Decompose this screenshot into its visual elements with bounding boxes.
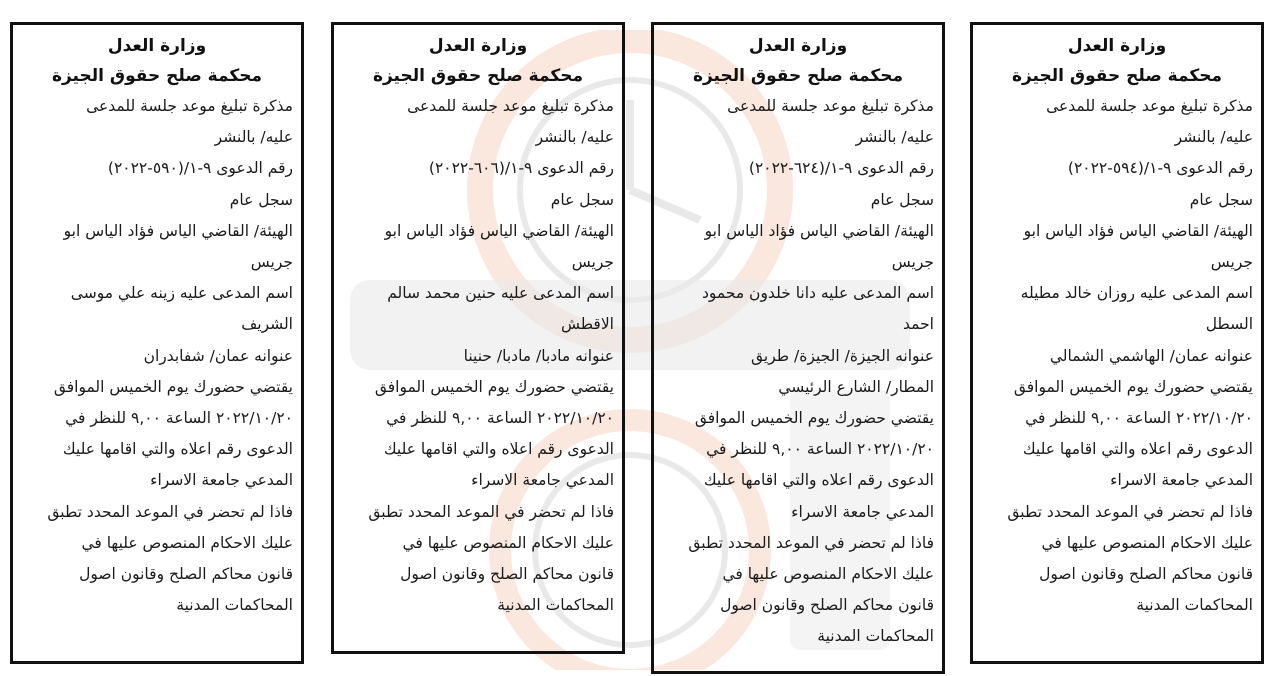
defendant-address: عنوانه مادبا/ مادبا/ حنينا <box>463 346 614 365</box>
case-number: رقم الدعوى ٩-١/(٥٩٤-٢٠٢٢) <box>1067 159 1253 178</box>
notice-line: الاقطش <box>560 315 614 334</box>
notice-line: مذكرة تبليغ موعد جلسة للمدعى <box>1046 97 1253 115</box>
defendant-address: عنوانه عمان/ الهاشمي الشمالي <box>1049 346 1253 365</box>
notice-line: فاذا لم تحضر في الموعد المحدد تطبق <box>368 502 614 521</box>
notice-card <box>331 22 625 654</box>
ministry-title: وزارة العدل <box>428 36 528 56</box>
defendant-address: عنوانه الجيزة/ الجيزة/ طريق <box>751 346 934 365</box>
notice-line: الدعوى رقم اعلاه والتي اقامها عليك <box>62 440 293 459</box>
notice-line: مذكرة تبليغ موعد جلسة للمدعى <box>727 97 934 115</box>
notice-line: قانون محاكم الصلح وقانون اصول <box>79 565 293 584</box>
case-number: رقم الدعوى ٩-١/(٦٢٤-٢٠٢٢) <box>748 159 934 178</box>
notice-line: السطل <box>1205 315 1253 334</box>
court-title: محكمة صلح حقوق الجيزة <box>51 66 263 86</box>
notice-line: جريس <box>571 253 614 272</box>
notice-line: المحاكمات المدنية <box>1136 596 1253 615</box>
hearing-datetime: ٢٠٢٢/١٠/٢٠ الساعة ٩,٠٠ للنظر في <box>386 409 614 428</box>
notice-line: الدعوى رقم اعلاه والتي اقامها عليك <box>703 471 934 490</box>
defendant-name: اسم المدعى عليه حنين محمد سالم <box>387 284 614 303</box>
notice-line: المحاكمات المدنية <box>497 596 614 615</box>
case-number: رقم الدعوى ٩-١/(٦٠٦-٢٠٢٢) <box>428 159 614 178</box>
notice-line: عليك الاحكام المنصوص عليها في <box>81 533 293 552</box>
notice-line: المدعي جامعة الاسراء <box>150 471 293 490</box>
notice-line: مذكرة تبليغ موعد جلسة للمدعى <box>86 97 293 115</box>
notice-line: عليك الاحكام المنصوص عليها في <box>1041 533 1253 552</box>
defendant-name: اسم المدعى عليه زينه علي موسى <box>70 284 293 303</box>
notice-line: مذكرة تبليغ موعد جلسة للمدعى <box>407 97 614 115</box>
notice-line: جريس <box>1210 253 1253 272</box>
notice-line: يقتضي حضورك يوم الخميس الموافق <box>694 409 934 428</box>
court-title: محكمة صلح حقوق الجيزة <box>372 66 584 86</box>
notice-line: احمد <box>903 315 934 334</box>
ministry-title: وزارة العدل <box>748 36 848 56</box>
hearing-datetime: ٢٠٢٢/١٠/٢٠ الساعة ٩,٠٠ للنظر في <box>65 409 293 428</box>
notice-line: فاذا لم تحضر في الموعد المحدد تطبق <box>688 533 934 552</box>
ministry-title: وزارة العدل <box>1067 36 1167 56</box>
notice-line: يقتضي حضورك يوم الخميس الموافق <box>374 377 614 396</box>
notice-line: سجل عام <box>870 190 934 209</box>
case-number: رقم الدعوى ٩-١/(٥٩٠-٢٠٢٢) <box>107 159 293 178</box>
notice-line: المحاكمات المدنية <box>176 596 293 615</box>
notice-line: عليه/ بالنشر <box>535 128 614 147</box>
court-title: محكمة صلح حقوق الجيزة <box>692 66 904 86</box>
notice-card <box>970 22 1264 664</box>
notice-line: الهيئة/ القاضي الياس فؤاد الياس ابو <box>1023 221 1253 240</box>
notice-line: سجل عام <box>550 190 614 209</box>
notice-line: الدعوى رقم اعلاه والتي اقامها عليك <box>1022 440 1253 459</box>
notice-line: الهيئة/ القاضي الياس فؤاد الياس ابو <box>384 221 614 240</box>
hearing-datetime: ٢٠٢٢/١٠/٢٠ الساعة ٩,٠٠ للنظر في <box>1025 409 1253 428</box>
court-title: محكمة صلح حقوق الجيزة <box>1011 66 1223 86</box>
notice-line: الدعوى رقم اعلاه والتي اقامها عليك <box>383 440 614 459</box>
notice-line: المدعي جامعة الاسراء <box>471 471 614 490</box>
notice-line: فاذا لم تحضر في الموعد المحدد تطبق <box>1007 502 1253 521</box>
notice-line: سجل عام <box>1189 190 1253 209</box>
notice-line: الهيئة/ القاضي الياس فؤاد الياس ابو <box>63 221 293 240</box>
notice-line: الهيئة/ القاضي الياس فؤاد الياس ابو <box>704 221 934 240</box>
notice-line: جريس <box>891 253 934 272</box>
notice-line: المدعي جامعة الاسراء <box>791 502 934 521</box>
notice-line: قانون محاكم الصلح وقانون اصول <box>720 596 934 615</box>
defendant-name: اسم المدعى عليه دانا خلدون محمود <box>701 284 934 303</box>
notice-line: يقتضي حضورك يوم الخميس الموافق <box>1013 377 1253 396</box>
ministry-title: وزارة العدل <box>107 36 207 56</box>
notice-line: المحاكمات المدنية <box>817 627 934 646</box>
notice-line: عليك الاحكام المنصوص عليها في <box>402 533 614 552</box>
notice-line: يقتضي حضورك يوم الخميس الموافق <box>53 377 293 396</box>
notice-line: عليه/ بالنشر <box>855 128 934 147</box>
notice-card <box>651 22 945 674</box>
notice-line: قانون محاكم الصلح وقانون اصول <box>1039 565 1253 584</box>
notice-line: قانون محاكم الصلح وقانون اصول <box>400 565 614 584</box>
notice-card <box>10 22 304 664</box>
notice-line: عليه/ بالنشر <box>214 128 293 147</box>
defendant-name: اسم المدعى عليه روزان خالد مطيله <box>1020 284 1253 303</box>
notice-line: الشريف <box>241 315 293 334</box>
hearing-datetime: ٢٠٢٢/١٠/٢٠ الساعة ٩,٠٠ للنظر في <box>706 440 934 459</box>
notice-line: المدعي جامعة الاسراء <box>1110 471 1253 490</box>
defendant-address: عنوانه عمان/ شفابدران <box>143 346 293 365</box>
notice-line: جريس <box>250 253 293 272</box>
notice-line: عليك الاحكام المنصوص عليها في <box>722 565 934 584</box>
notice-line: المطار/ الشارع الرئيسي <box>778 377 934 396</box>
notice-line: سجل عام <box>229 190 293 209</box>
notice-line: فاذا لم تحضر في الموعد المحدد تطبق <box>47 502 293 521</box>
notice-line: عليه/ بالنشر <box>1174 128 1253 147</box>
